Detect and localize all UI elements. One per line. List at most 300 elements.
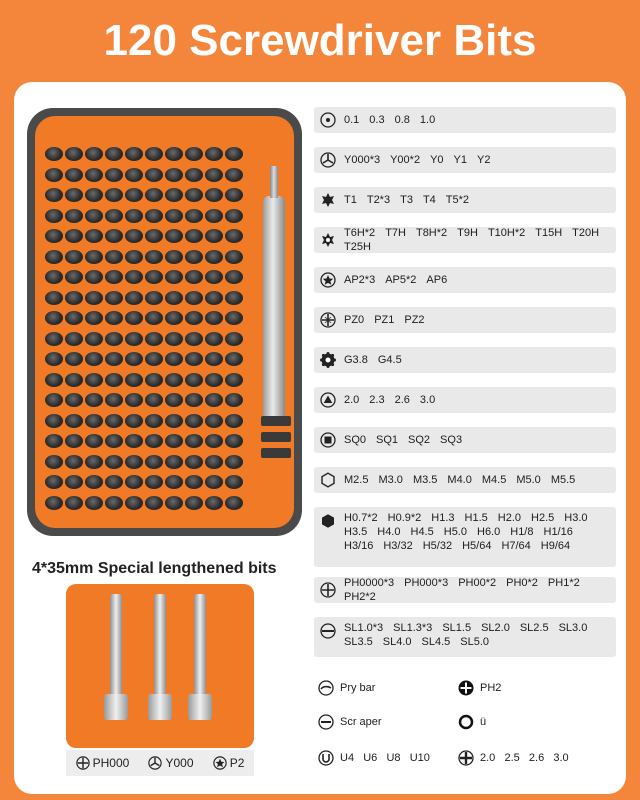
bit-row bbox=[45, 495, 253, 516]
bit bbox=[165, 352, 183, 366]
bit bbox=[105, 414, 123, 428]
bit bbox=[145, 475, 163, 489]
bit bbox=[145, 250, 163, 264]
bit bbox=[145, 434, 163, 448]
spec-row bbox=[314, 617, 616, 657]
bit bbox=[85, 270, 103, 284]
bit bbox=[145, 414, 163, 428]
bit bbox=[165, 475, 183, 489]
spec-value: SL1.3*3 bbox=[393, 622, 433, 634]
bit bbox=[85, 475, 103, 489]
spec-value: H2.0 bbox=[497, 512, 522, 524]
bit bbox=[185, 393, 203, 407]
bit bbox=[85, 147, 103, 161]
bit bbox=[85, 393, 103, 407]
spec-values bbox=[344, 194, 612, 206]
bit bbox=[165, 168, 183, 182]
spec-value: M2.5 bbox=[344, 474, 369, 486]
spec-value: 1.0 bbox=[419, 114, 436, 126]
bit-holder bbox=[188, 694, 212, 720]
bit bbox=[65, 229, 83, 243]
bit bbox=[105, 250, 123, 264]
dot-icon bbox=[320, 112, 336, 128]
bit bbox=[145, 393, 163, 407]
bit bbox=[105, 229, 123, 243]
bit bbox=[205, 147, 223, 161]
bit bbox=[65, 434, 83, 448]
bit bbox=[65, 373, 83, 387]
spec-row bbox=[314, 347, 616, 373]
pentalobe-icon bbox=[320, 272, 336, 288]
bit bbox=[105, 496, 123, 510]
spec-value: H5/64 bbox=[462, 540, 492, 552]
bit bbox=[65, 332, 83, 346]
spec-value: PH00*2 bbox=[458, 577, 497, 589]
spec-row bbox=[314, 467, 616, 493]
spec-value: H9/64 bbox=[540, 540, 571, 552]
spec-value: 2.3 bbox=[369, 394, 385, 406]
spec-value: AP6 bbox=[426, 274, 448, 286]
bit bbox=[165, 414, 183, 428]
bit bbox=[165, 373, 183, 387]
bit bbox=[185, 475, 203, 489]
spec-values bbox=[344, 507, 612, 552]
bit bbox=[45, 168, 63, 182]
spec-value: 3.0 bbox=[419, 394, 436, 406]
spec-value: H4.0 bbox=[377, 526, 401, 538]
bit bbox=[165, 496, 183, 510]
bit bbox=[225, 414, 243, 428]
bit-row bbox=[45, 331, 253, 352]
bit bbox=[225, 475, 243, 489]
bit bbox=[205, 455, 223, 469]
tri-wing-icon bbox=[148, 756, 162, 770]
spec-values bbox=[344, 617, 612, 648]
bit bbox=[85, 496, 103, 510]
spec-row bbox=[314, 577, 616, 603]
spec-value: SL4.5 bbox=[421, 636, 451, 648]
scraper-item: Scr aper bbox=[318, 714, 382, 730]
spec-value: SQ3 bbox=[440, 434, 463, 446]
spec-value: 2.0 bbox=[344, 394, 360, 406]
spec-value: 0.3 bbox=[369, 114, 385, 126]
spec-value: 2.6 bbox=[394, 394, 410, 406]
lengthened-bits-heading: 4*35mm Special lengthened bits bbox=[32, 560, 277, 577]
lengthened-bits-labels bbox=[66, 750, 254, 776]
slotted-icon bbox=[320, 623, 336, 639]
gear-icon bbox=[320, 352, 336, 368]
bit bbox=[165, 434, 183, 448]
bit bbox=[205, 311, 223, 325]
bit bbox=[225, 229, 243, 243]
bit bbox=[105, 147, 123, 161]
bit bbox=[105, 209, 123, 223]
spec-value: SQ0 bbox=[344, 434, 367, 446]
spec-value: Y00*2 bbox=[390, 154, 421, 166]
spec-value: M4.0 bbox=[447, 474, 472, 486]
spec-value: H1.5 bbox=[464, 512, 488, 524]
bit-row bbox=[45, 392, 253, 413]
u-shape-item: U4 U6 U8 U10 bbox=[318, 750, 430, 766]
bit bbox=[205, 168, 223, 182]
spec-value: H3/32 bbox=[383, 540, 413, 552]
bit bbox=[165, 270, 183, 284]
bit bbox=[125, 270, 143, 284]
bit bbox=[185, 352, 203, 366]
bit bbox=[205, 229, 223, 243]
bit bbox=[65, 250, 83, 264]
spec-row bbox=[314, 267, 616, 293]
bit-case-image bbox=[27, 108, 302, 536]
spec-value: H3.5 bbox=[344, 526, 368, 538]
spec-values bbox=[344, 274, 612, 286]
bit bbox=[85, 188, 103, 202]
spec-value: Y2 bbox=[477, 154, 491, 166]
bit-row bbox=[45, 413, 253, 434]
bit bbox=[225, 434, 243, 448]
bit bbox=[225, 209, 243, 223]
bit bbox=[105, 455, 123, 469]
bit bbox=[45, 147, 63, 161]
bit bbox=[45, 434, 63, 448]
spec-value: T20H bbox=[572, 227, 600, 239]
bit bbox=[85, 250, 103, 264]
bit bbox=[105, 352, 123, 366]
driver-handle-image bbox=[263, 196, 285, 426]
bit-row bbox=[45, 372, 253, 393]
spec-row bbox=[314, 107, 616, 133]
bit-grid bbox=[45, 146, 253, 515]
bit bbox=[185, 270, 203, 284]
bit bbox=[105, 291, 123, 305]
bit bbox=[125, 311, 143, 325]
bit bbox=[205, 270, 223, 284]
bit bbox=[165, 291, 183, 305]
spec-value: H3/16 bbox=[344, 540, 374, 552]
spec-value: PZ1 bbox=[374, 314, 395, 326]
square-icon bbox=[320, 432, 336, 448]
spec-value: H4.5 bbox=[410, 526, 434, 538]
spec-value: H3.0 bbox=[564, 512, 588, 524]
spec-value: T6H*2 bbox=[344, 227, 376, 239]
bit bbox=[185, 209, 203, 223]
spec-value: AP2*3 bbox=[344, 274, 376, 286]
bit bbox=[65, 188, 83, 202]
bit bbox=[125, 393, 143, 407]
bit bbox=[165, 455, 183, 469]
pry-bar-item: Pry bar bbox=[318, 680, 375, 696]
spec-value: M5.0 bbox=[516, 474, 541, 486]
pry-bar-icon bbox=[318, 680, 334, 696]
bit bbox=[65, 209, 83, 223]
spec-row bbox=[314, 147, 616, 173]
spec-value: T25H bbox=[344, 241, 371, 253]
spec-value: PH2*2 bbox=[344, 591, 376, 603]
bit bbox=[185, 168, 203, 182]
bit bbox=[105, 188, 123, 202]
bit bbox=[145, 352, 163, 366]
spec-value: T7H bbox=[385, 227, 406, 239]
cross-circle-icon bbox=[458, 750, 474, 766]
bit bbox=[205, 496, 223, 510]
spec-value: PZ2 bbox=[404, 314, 425, 326]
bit bbox=[165, 147, 183, 161]
spec-row bbox=[314, 187, 616, 213]
bit bbox=[45, 270, 63, 284]
spec-value: H1/8 bbox=[510, 526, 534, 538]
bit bbox=[85, 209, 103, 223]
bit-holder bbox=[148, 694, 172, 720]
bit bbox=[125, 434, 143, 448]
bit bbox=[125, 496, 143, 510]
bit bbox=[225, 455, 243, 469]
bit bbox=[145, 455, 163, 469]
page-title: 120 Screwdriver Bits bbox=[103, 16, 537, 65]
bit bbox=[105, 270, 123, 284]
bit-row bbox=[45, 146, 253, 167]
spec-value: SL1.0*3 bbox=[344, 622, 384, 634]
spec-value: H5/32 bbox=[422, 540, 453, 552]
bit bbox=[205, 434, 223, 448]
bit bbox=[145, 373, 163, 387]
spec-values bbox=[344, 314, 612, 326]
bit bbox=[185, 311, 203, 325]
spec-value: T3 bbox=[400, 194, 413, 206]
spec-value: H6.0 bbox=[477, 526, 501, 538]
bit bbox=[65, 270, 83, 284]
bit bbox=[85, 352, 103, 366]
case-slot bbox=[261, 432, 291, 442]
spec-value: SL2.0 bbox=[481, 622, 510, 634]
bit bbox=[185, 250, 203, 264]
bit bbox=[185, 291, 203, 305]
bit bbox=[205, 475, 223, 489]
bit bbox=[185, 229, 203, 243]
hex-socket-icon bbox=[320, 513, 336, 529]
bit bbox=[65, 311, 83, 325]
spec-values bbox=[344, 114, 612, 126]
spec-value: SL3.0 bbox=[558, 622, 588, 634]
bit bbox=[165, 393, 183, 407]
bit bbox=[185, 414, 203, 428]
bit bbox=[125, 188, 143, 202]
bit bbox=[205, 250, 223, 264]
bit bbox=[185, 434, 203, 448]
bit bbox=[165, 311, 183, 325]
bit-row bbox=[45, 310, 253, 331]
spec-value: PH000*3 bbox=[404, 577, 449, 589]
spec-value: SL3.5 bbox=[344, 636, 373, 648]
bit bbox=[45, 229, 63, 243]
bit-row bbox=[45, 454, 253, 475]
spec-value: SL2.5 bbox=[519, 622, 549, 634]
spec-value: AP5*2 bbox=[385, 274, 417, 286]
pentalobe-icon bbox=[213, 756, 227, 770]
spec-value: 0.1 bbox=[344, 114, 360, 126]
bit bbox=[205, 332, 223, 346]
bit bbox=[205, 352, 223, 366]
bit bbox=[85, 455, 103, 469]
bit bbox=[165, 188, 183, 202]
bit-row bbox=[45, 187, 253, 208]
spec-values bbox=[344, 577, 612, 603]
spec-value: M3.0 bbox=[378, 474, 403, 486]
bit bbox=[225, 393, 243, 407]
bit-row bbox=[45, 269, 253, 290]
bit bbox=[45, 455, 63, 469]
bit bbox=[145, 291, 163, 305]
bit bbox=[165, 229, 183, 243]
bit bbox=[225, 291, 243, 305]
spec-value: H5.0 bbox=[443, 526, 467, 538]
spec-values bbox=[344, 434, 612, 446]
hexagon-outline-icon bbox=[320, 472, 336, 488]
bit bbox=[145, 311, 163, 325]
bit bbox=[205, 291, 223, 305]
bit-row bbox=[45, 351, 253, 372]
bit-holder bbox=[104, 694, 128, 720]
bit-row bbox=[45, 167, 253, 188]
lengthened-label: P2 bbox=[213, 756, 245, 770]
spec-value: Y0 bbox=[430, 154, 444, 166]
bit bbox=[185, 147, 203, 161]
spec-value: PH1*2 bbox=[547, 577, 580, 589]
spec-values bbox=[344, 354, 612, 366]
spec-value: SL4.0 bbox=[382, 636, 412, 648]
bit bbox=[185, 496, 203, 510]
spec-row bbox=[314, 507, 616, 567]
u-shape-icon bbox=[318, 750, 334, 766]
bit bbox=[225, 332, 243, 346]
bit bbox=[65, 455, 83, 469]
spec-row bbox=[314, 227, 616, 253]
spec-value: M5.5 bbox=[550, 474, 576, 486]
case-tray bbox=[35, 116, 294, 528]
bit bbox=[185, 332, 203, 346]
bit bbox=[125, 147, 143, 161]
bit-row bbox=[45, 474, 253, 495]
scraper-icon bbox=[318, 714, 334, 730]
lengthened-bits-image bbox=[66, 584, 254, 748]
bit bbox=[225, 147, 243, 161]
bit bbox=[45, 393, 63, 407]
torx-icon bbox=[320, 192, 336, 208]
spec-value: 0.8 bbox=[394, 114, 410, 126]
bit bbox=[125, 455, 143, 469]
spec-value: Y000*3 bbox=[344, 154, 381, 166]
spec-value: T8H*2 bbox=[415, 227, 448, 239]
bit bbox=[165, 332, 183, 346]
torx-hole-icon bbox=[320, 232, 336, 248]
bit bbox=[45, 209, 63, 223]
spec-row bbox=[314, 427, 616, 453]
bit bbox=[85, 291, 103, 305]
spec-value: M4.5 bbox=[481, 474, 507, 486]
spec-row bbox=[314, 307, 616, 333]
spec-row bbox=[314, 387, 616, 413]
pozidriv-icon bbox=[320, 312, 336, 328]
bit bbox=[125, 414, 143, 428]
spec-value: G3.8 bbox=[344, 354, 368, 366]
tri-wing-icon bbox=[320, 152, 336, 168]
bit bbox=[225, 311, 243, 325]
bit bbox=[205, 414, 223, 428]
bit-row bbox=[45, 290, 253, 311]
bit bbox=[225, 373, 243, 387]
bit bbox=[225, 250, 243, 264]
bit bbox=[165, 250, 183, 264]
bit bbox=[205, 373, 223, 387]
bit bbox=[125, 291, 143, 305]
bit bbox=[145, 229, 163, 243]
spec-value: PH0000*3 bbox=[344, 577, 395, 589]
bit bbox=[65, 496, 83, 510]
spec-value: T10H*2 bbox=[487, 227, 526, 239]
cross-item: 2.0 2.5 2.6 3.0 bbox=[458, 750, 569, 766]
bit bbox=[185, 188, 203, 202]
bit bbox=[45, 475, 63, 489]
bit bbox=[125, 352, 143, 366]
bit bbox=[105, 393, 123, 407]
bit bbox=[145, 147, 163, 161]
bit bbox=[125, 373, 143, 387]
case-slot bbox=[261, 448, 291, 458]
spec-values bbox=[344, 227, 612, 253]
spec-value: SQ1 bbox=[376, 434, 399, 446]
bit bbox=[145, 168, 163, 182]
lengthened-label: PH000 bbox=[76, 756, 130, 770]
bit bbox=[45, 311, 63, 325]
spec-value: H0.7*2 bbox=[344, 512, 378, 524]
ring-item: ü bbox=[458, 714, 486, 730]
spec-value: H0.9*2 bbox=[387, 512, 422, 524]
phillips-icon bbox=[320, 582, 336, 598]
bit bbox=[85, 168, 103, 182]
case-slot bbox=[261, 416, 291, 426]
spec-value: H1/16 bbox=[543, 526, 573, 538]
bit bbox=[105, 434, 123, 448]
bit bbox=[65, 147, 83, 161]
bit bbox=[85, 373, 103, 387]
bit bbox=[105, 332, 123, 346]
bit bbox=[145, 270, 163, 284]
spec-value: Y1 bbox=[453, 154, 468, 166]
bit bbox=[225, 496, 243, 510]
bit bbox=[65, 291, 83, 305]
bit bbox=[125, 229, 143, 243]
spec-value: T1 bbox=[344, 194, 357, 206]
bit bbox=[45, 291, 63, 305]
bit bbox=[65, 414, 83, 428]
bit bbox=[205, 188, 223, 202]
bit-row bbox=[45, 228, 253, 249]
bit bbox=[85, 229, 103, 243]
bit bbox=[125, 168, 143, 182]
bit bbox=[65, 168, 83, 182]
bit bbox=[125, 250, 143, 264]
bit bbox=[105, 373, 123, 387]
bit bbox=[145, 188, 163, 202]
spec-value: T4 bbox=[422, 194, 436, 206]
bit bbox=[85, 311, 103, 325]
lengthened-label: Y000 bbox=[148, 756, 193, 770]
bit bbox=[145, 332, 163, 346]
spec-value: G4.5 bbox=[377, 354, 402, 366]
bit bbox=[45, 496, 63, 510]
phillips-bold-icon bbox=[458, 680, 474, 696]
bit bbox=[65, 393, 83, 407]
bit bbox=[185, 373, 203, 387]
